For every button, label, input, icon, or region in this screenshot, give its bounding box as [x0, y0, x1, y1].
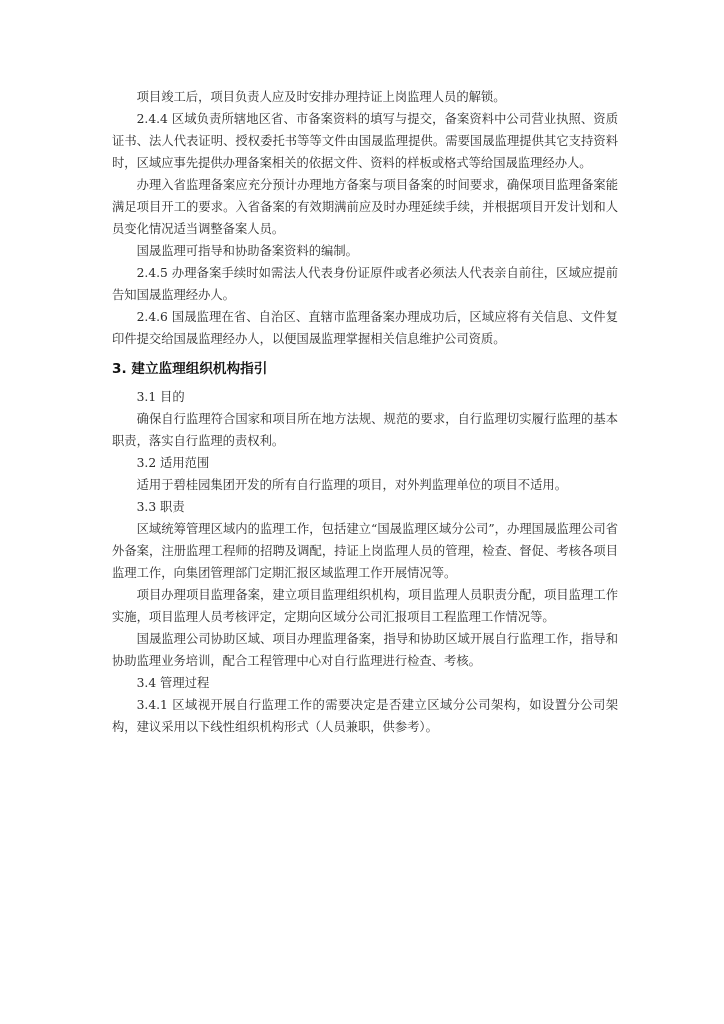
section-3-1-heading: 3.1 目的	[136, 390, 185, 404]
paragraph-completion-unlock: 项目竣工后，项目负责人应及时安排办理持证上岗监理人员的解锁。	[136, 90, 506, 104]
section-3-4-1-text: 3.4.1 区域视开展自行监理工作的需要决定是否建立区域分公司架构，如设置分公司架构，建议采用以下线性组织机构形式（人员兼职，供参考）。	[112, 698, 618, 734]
paragraph-2-4-4: 2.4.4 区域负责所辖地区省、市备案资料的填写与提交，备案资料中公司营业执照、资质证书、法人代表证明、授权委托书等等文件由国晟监理提供。需要国晟监理提供其它支持资料时，区域应事先提供办理备案相关的依据文件、资料的样板或格式等给国晟监理经办人。	[112, 112, 618, 170]
section-3-2-heading: 3.2 适用范围	[136, 456, 210, 470]
section-3-1-text: 确保自行监理符合国家和项目所在地方法规、规范的要求，自行监理切实履行监理的基本职责，落实自行监理的责权利。	[112, 412, 618, 448]
section-3-4-heading: 3.4 管理过程	[136, 676, 210, 690]
paragraph-provincial-filing: 办理入省监理备案应充分预计办理地方备案与项目备案的时间要求，确保项目监理备案能满足项目开工的要求。入省备案的有效期满前应及时办理延续手续，并根据项目开发计划和人员变化情况适当调整备案人员。	[112, 178, 618, 236]
paragraph-2-4-6: 2.4.6 国晟监理在省、自治区、直辖市监理备案办理成功后，区域应将有关信息、文件复印件提交给国晟监理经办人，以便国晟监理掌握相关信息维护公司资质。	[112, 310, 618, 346]
document-body	[112, 86, 618, 738]
paragraph-filing-guidance: 国晟监理可指导和协助备案资料的编制。	[136, 244, 358, 258]
section-3-heading: 3. 建立监理组织机构指引	[112, 361, 268, 377]
section-3-3-company-duties: 国晟监理公司协助区域、项目办理监理备案，指导和协助区域开展自行监理工作，指导和协助监理业务培训，配合工程管理中心对自行监理进行检查、考核。	[112, 632, 618, 668]
section-3-3-region-duties: 区域统筹管理区域内的监理工作，包括建立“国晟监理区域分公司”，办理国晟监理公司省外备案，注册监理工程师的招聘及调配，持证上岗监理人员的管理，检查、督促、考核各项目监理工作，向集团管理部门定期汇报区域监理工作开展情况等。	[112, 522, 618, 580]
section-3-3-project-duties: 项目办理项目监理备案，建立项目监理组织机构，项目监理人员职责分配，项目监理工作实施，项目监理人员考核评定，定期向区域分公司汇报项目工程监理工作情况等。	[112, 588, 618, 624]
paragraph-2-4-5: 2.4.5 办理备案手续时如需法人代表身份证原件或者必须法人代表亲自前往，区域应提前告知国晟监理经办人。	[112, 266, 618, 302]
section-3-2-text: 适用于碧桂园集团开发的所有自行监理的项目，对外判监理单位的项目不适用。	[136, 478, 567, 492]
section-3-3-heading: 3.3 职责	[136, 500, 185, 514]
